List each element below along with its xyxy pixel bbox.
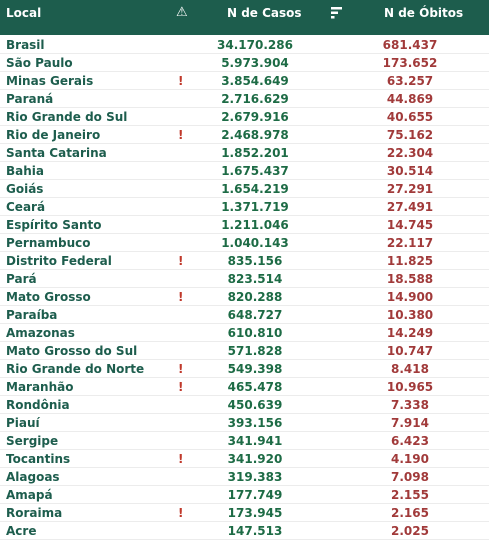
cell-casos: 1.675.437 (221, 164, 289, 178)
cell-casos: 393.156 (227, 416, 283, 430)
alert-icon: ! (178, 452, 184, 466)
cell-obitos: 22.117 (386, 236, 434, 250)
cell-obitos: 6.423 (391, 434, 429, 448)
table-row[interactable] (0, 162, 489, 180)
table-row[interactable] (0, 144, 489, 162)
warning-icon[interactable]: ⚠ (176, 5, 188, 20)
cell-obitos: 4.190 (391, 452, 429, 466)
cell-obitos: 75.162 (386, 128, 434, 142)
cell-casos: 648.727 (227, 308, 283, 322)
cell-local: Minas Gerais (6, 74, 94, 88)
cell-obitos: 27.491 (386, 200, 434, 214)
cell-casos: 823.514 (227, 272, 283, 286)
cell-casos: 450.639 (227, 398, 283, 412)
cell-obitos: 7.098 (391, 470, 429, 484)
alert-icon: ! (178, 290, 184, 304)
cell-obitos: 30.514 (386, 164, 434, 178)
table-row[interactable] (0, 432, 489, 450)
table-row[interactable] (0, 270, 489, 288)
cell-local: Maranhão (6, 380, 74, 394)
cell-casos: 1.040.143 (221, 236, 289, 250)
table-row[interactable] (0, 468, 489, 486)
cell-local: Rio Grande do Norte (6, 362, 145, 376)
cell-local: Pernambuco (6, 236, 91, 250)
cell-obitos: 10.747 (386, 344, 434, 358)
column-header-obitos[interactable]: N de Óbitos (384, 6, 464, 20)
cell-obitos: 10.380 (386, 308, 434, 322)
cell-obitos: 27.291 (386, 182, 434, 196)
cell-obitos: 63.257 (386, 74, 434, 88)
cell-obitos: 44.869 (386, 92, 434, 106)
table-row[interactable] (0, 522, 489, 540)
table-body (0, 36, 489, 540)
cell-local: São Paulo (6, 56, 73, 70)
cell-obitos: 173.652 (382, 56, 438, 70)
cell-obitos: 2.025 (391, 524, 429, 538)
cell-obitos: 18.588 (386, 272, 434, 286)
cell-casos: 341.920 (227, 452, 283, 466)
cell-casos: 1.654.219 (221, 182, 289, 196)
cell-obitos: 14.249 (386, 326, 434, 340)
table-row[interactable] (0, 396, 489, 414)
cell-local: Amazonas (6, 326, 75, 340)
cell-local: Mato Grosso (6, 290, 91, 304)
cell-local: Piauí (6, 416, 40, 430)
cell-local: Pará (6, 272, 37, 286)
cell-casos: 465.478 (227, 380, 283, 394)
cell-local: Paraíba (6, 308, 58, 322)
sort-icon[interactable] (330, 6, 343, 20)
cell-casos: 820.288 (227, 290, 283, 304)
table-row[interactable] (0, 72, 489, 90)
cell-local: Amapá (6, 488, 53, 502)
alert-icon: ! (178, 362, 184, 376)
table-header (0, 0, 489, 35)
cell-obitos: 681.437 (382, 38, 438, 52)
table-row[interactable] (0, 126, 489, 144)
cell-local: Santa Catarina (6, 146, 107, 160)
cell-local: Rio de Janeiro (6, 128, 101, 142)
table-row[interactable] (0, 486, 489, 504)
cell-casos: 177.749 (227, 488, 283, 502)
table-row[interactable] (0, 90, 489, 108)
alert-icon: ! (178, 506, 184, 520)
cell-casos: 3.854.649 (221, 74, 289, 88)
cell-casos: 341.941 (227, 434, 283, 448)
table-row[interactable] (0, 378, 489, 396)
cell-casos: 1.852.201 (221, 146, 289, 160)
table-row[interactable] (0, 180, 489, 198)
cell-casos: 571.828 (227, 344, 283, 358)
cell-casos: 1.371.719 (221, 200, 289, 214)
cell-obitos: 8.418 (391, 362, 429, 376)
column-header-casos[interactable]: N de Casos (227, 6, 302, 20)
alert-icon: ! (178, 254, 184, 268)
cell-casos: 610.810 (227, 326, 283, 340)
cell-casos: 1.211.046 (221, 218, 289, 232)
cell-casos: 2.468.978 (221, 128, 289, 142)
table-row[interactable] (0, 504, 489, 522)
cell-casos: 549.398 (227, 362, 283, 376)
cell-obitos: 7.914 (391, 416, 429, 430)
table-row[interactable] (0, 288, 489, 306)
column-header-local[interactable]: Local (6, 6, 42, 20)
cell-local: Goiás (6, 182, 44, 196)
cell-casos: 173.945 (227, 506, 283, 520)
cell-local: Rondônia (6, 398, 70, 412)
alert-icon: ! (178, 380, 184, 394)
cell-local: Rio Grande do Sul (6, 110, 128, 124)
cell-local: Tocantins (6, 452, 71, 466)
alert-icon: ! (178, 128, 184, 142)
cell-local: Espírito Santo (6, 218, 102, 232)
cell-obitos: 7.338 (391, 398, 429, 412)
cell-local: Sergipe (6, 434, 59, 448)
cell-local: Ceará (6, 200, 46, 214)
cell-casos: 147.513 (227, 524, 283, 538)
cell-casos: 319.383 (227, 470, 283, 484)
table-row[interactable] (0, 414, 489, 432)
table-row[interactable] (0, 234, 489, 252)
table-row[interactable] (0, 216, 489, 234)
cell-obitos: 11.825 (386, 254, 434, 268)
alert-icon: ! (178, 74, 184, 88)
table-row[interactable] (0, 360, 489, 378)
cell-local: Mato Grosso do Sul (6, 344, 138, 358)
cell-obitos: 2.165 (391, 506, 429, 520)
cell-casos: 34.170.286 (217, 38, 293, 52)
table-row[interactable] (0, 252, 489, 270)
cell-obitos: 2.155 (391, 488, 429, 502)
cell-casos: 5.973.904 (221, 56, 289, 70)
cell-local: Paraná (6, 92, 54, 106)
table-row[interactable] (0, 342, 489, 360)
cell-local: Acre (6, 524, 37, 538)
table-row[interactable] (0, 306, 489, 324)
cell-local: Brasil (6, 38, 45, 52)
cell-obitos: 14.745 (386, 218, 434, 232)
cell-casos: 2.716.629 (221, 92, 289, 106)
cell-casos: 835.156 (227, 254, 283, 268)
cell-local: Distrito Federal (6, 254, 112, 268)
table-row[interactable] (0, 198, 489, 216)
cell-obitos: 10.965 (386, 380, 434, 394)
cell-local: Alagoas (6, 470, 60, 484)
cell-obitos: 22.304 (386, 146, 434, 160)
table-row[interactable] (0, 54, 489, 72)
cell-obitos: 40.655 (386, 110, 434, 124)
cell-local: Bahia (6, 164, 44, 178)
cell-local: Roraima (6, 506, 63, 520)
cell-obitos: 14.900 (386, 290, 434, 304)
table-row[interactable] (0, 36, 489, 54)
cell-casos: 2.679.916 (221, 110, 289, 124)
table-row[interactable] (0, 108, 489, 126)
table-row[interactable] (0, 324, 489, 342)
table-row[interactable] (0, 450, 489, 468)
